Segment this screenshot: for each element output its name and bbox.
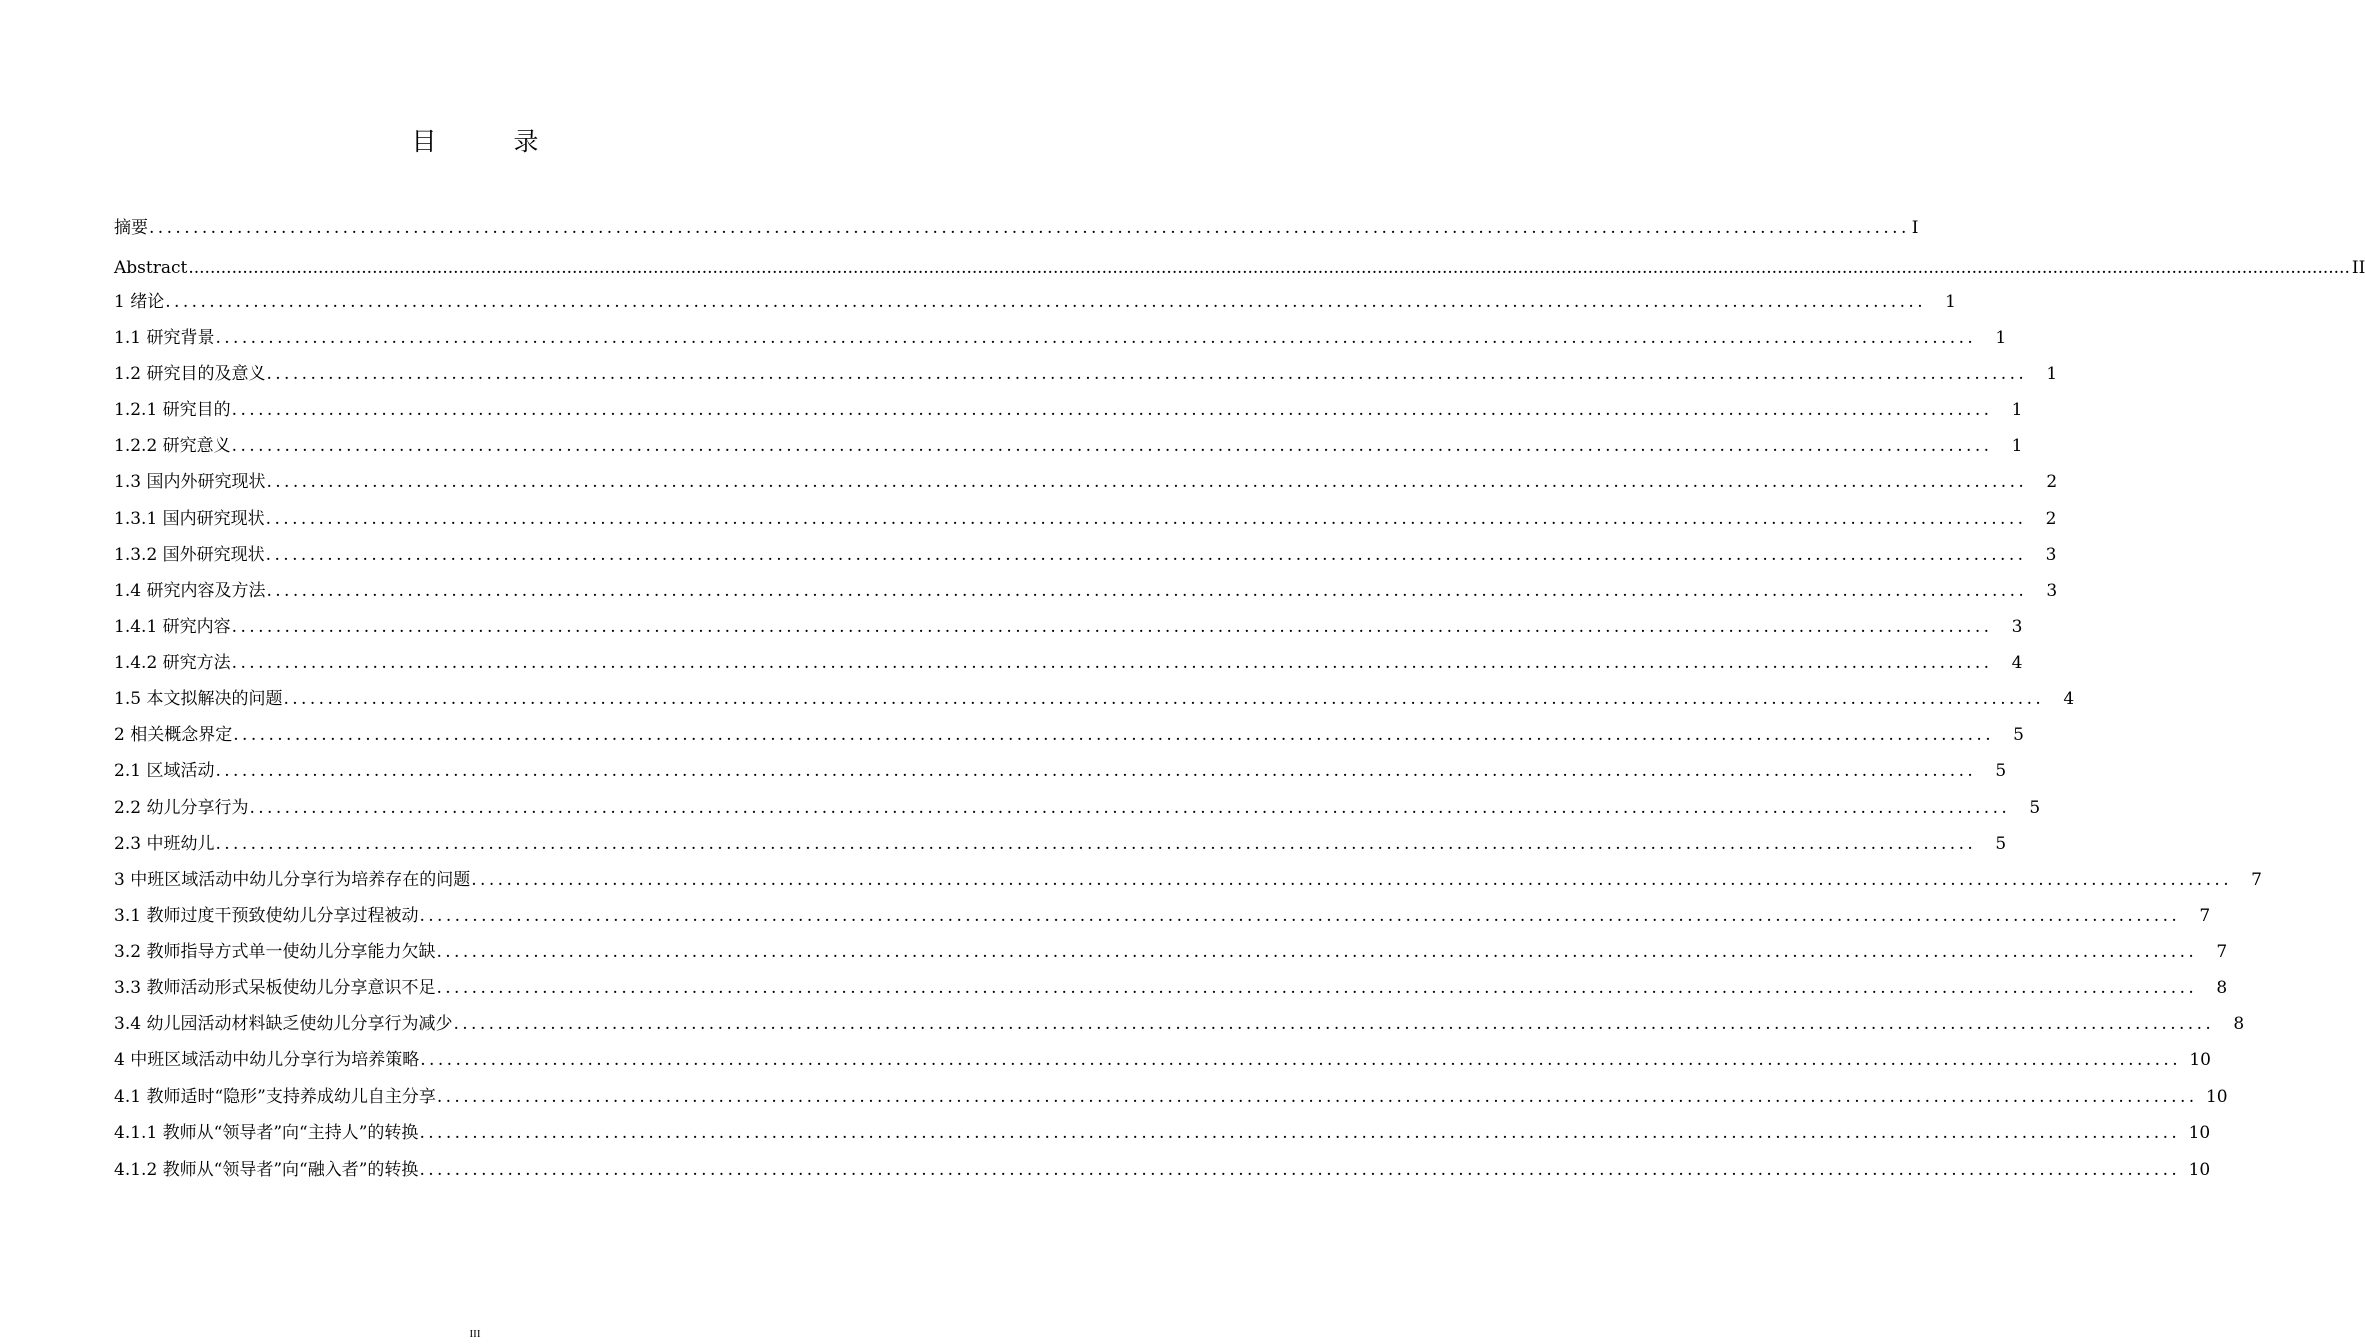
toc-entry-page-number: 1 (2011, 400, 2023, 420)
toc-entry-label: 3 中班区域活动中幼儿分享行为培养存在的问题 (114, 870, 471, 890)
toc-entry-label: 4 中班区域活动中幼儿分享行为培养策略 (114, 1050, 420, 1070)
toc-dot-leader: ........................................................................................................................................................................................................ (231, 653, 1993, 673)
toc-entry-page-number: 1 (2011, 436, 2023, 456)
toc-dot-leader: ........................................................................................................................................................................................................ (149, 218, 1910, 238)
toc-entry-label: 3.1 教师过度干预致使幼儿分享过程被动 (114, 906, 419, 926)
toc-entry-label: 1.3 国内外研究现状 (114, 472, 266, 492)
toc-entry[interactable] (114, 723, 2024, 747)
toc-entry-label: 3.4 幼儿园活动材料缺乏使幼儿分享行为减少 (114, 1014, 453, 1034)
toc-entry[interactable] (114, 904, 2211, 928)
toc-entry-label: 4.1.2 教师从“领导者”向“融入者”的转换 (114, 1160, 419, 1180)
toc-entry-page-number: 5 (1995, 834, 2007, 854)
toc-entry-label: 2.2 幼儿分享行为 (114, 798, 249, 818)
toc-entry[interactable] (114, 543, 2057, 567)
toc-dot-leader: ........................................................................................................................................................................................................ (165, 292, 1926, 312)
toc-entry-label: 1.2.2 研究意义 (114, 436, 231, 456)
toc-entry[interactable] (114, 470, 2058, 494)
toc-entry-page-number: I (1911, 218, 1919, 238)
toc-entry[interactable] (114, 976, 2228, 1000)
toc-entry[interactable] (114, 615, 2023, 639)
toc-entry[interactable] (114, 796, 2041, 820)
toc-entry-page-number: 4 (2063, 689, 2075, 709)
toc-entry-page-number: 10 (2188, 1160, 2211, 1180)
toc-dot-leader: ........................................................................................................................................................................................................ (215, 834, 1977, 854)
toc-entry-page-number: 2 (2045, 509, 2057, 529)
toc-entry[interactable] (114, 256, 2365, 280)
toc-entry[interactable] (114, 216, 1919, 240)
toc-entry-page-number: 7 (2216, 942, 2228, 962)
toc-entry-label: 2.3 中班幼儿 (114, 834, 215, 854)
toc-entry-page-number: 10 (2189, 1050, 2211, 1070)
toc-entry-label: 2 相关概念界定 (114, 725, 233, 745)
toc-entry[interactable] (114, 832, 2007, 856)
toc-entry[interactable] (114, 290, 1956, 314)
page-title: 目 录 (411, 127, 565, 156)
toc-dot-leader: ........................................................................................................................................................................................................ (436, 942, 2198, 962)
toc-dot-leader: ........................................................................................................................................................................................................ (215, 761, 1977, 781)
toc-dot-leader: ........................................................................................................................................................................................................ (231, 400, 1993, 420)
toc-entry-page-number: 1 (1995, 328, 2007, 348)
toc-entry-label: 4.1.1 教师从“领导者”向“主持人”的转换 (114, 1123, 419, 1143)
toc-entry-page-number: 8 (2233, 1014, 2245, 1034)
toc-dot-leader: ........................................................................................................................................................................................................ (419, 1160, 2181, 1180)
toc-dot-leader: ........................................................................................................................................................................................................ (231, 617, 1993, 637)
toc-entry[interactable] (114, 1085, 2228, 1109)
toc-entry-label: 1.4.2 研究方法 (114, 653, 231, 673)
toc-entry-page-number: 10 (2205, 1087, 2228, 1107)
toc-dot-leader: ........................................................................................................................................................................................................ (419, 906, 2181, 926)
toc-dot-leader: ........................................................................................................................................................................................................ (266, 364, 2028, 384)
toc-entry-label: Abstract (114, 258, 188, 278)
toc-dot-leader: ........................................................................................................................................................................................................ (265, 545, 2027, 565)
toc-dot-leader: ........................................................................................................................................................................................................ (436, 1087, 2198, 1107)
toc-entry[interactable] (114, 434, 2023, 458)
toc-dot-leader: ........................................................................................................................................................................................................ (471, 870, 2232, 890)
toc-entry-label: 1.3.1 国内研究现状 (114, 509, 265, 529)
toc-entry[interactable] (114, 326, 2007, 350)
toc-dot-leader: ........................................................................................................................................................................................................ (266, 472, 2028, 492)
toc-entry-page-number: 3 (2045, 545, 2057, 565)
toc-dot-leader: ........................................................................................................................................................................................................ (266, 581, 2028, 601)
toc-entry[interactable] (114, 759, 2007, 783)
toc-entry-page-number: 1 (2046, 364, 2058, 384)
toc-entry-label: 1.2.1 研究目的 (114, 400, 231, 420)
toc-entry-label: 2.1 区域活动 (114, 761, 215, 781)
toc-entry-page-number: 5 (2029, 798, 2041, 818)
toc-entry[interactable] (114, 579, 2058, 603)
toc-entry-label: 3.2 教师指导方式单一使幼儿分享能力欠缺 (114, 942, 436, 962)
toc-entry[interactable] (114, 868, 2262, 892)
toc-entry-label: 1 绪论 (114, 292, 165, 312)
toc-entry[interactable] (114, 1012, 2245, 1036)
toc-entry-label: 摘要 (114, 218, 148, 238)
toc-dot-leader: ........................................................................................................................................................................................................ (420, 1050, 2181, 1070)
toc-entry-label: 1.1 研究背景 (114, 328, 215, 348)
toc-entry[interactable] (114, 687, 2075, 711)
toc-dot-leader: ........................................................................................................................................................................................................ (283, 689, 2045, 709)
toc-entry[interactable] (114, 651, 2023, 675)
toc-entry-label: 1.3.2 国外研究现状 (114, 545, 265, 565)
toc-dot-leader: ................................................................................................................................................................................................................................................................................................................................................................................................................ (188, 258, 2350, 278)
toc-dot-leader: ........................................................................................................................................................................................................ (436, 978, 2198, 998)
toc-entry-page-number: 3 (2011, 617, 2023, 637)
toc-entry-page-number: 10 (2188, 1123, 2211, 1143)
toc-entry-label: 3.3 教师活动形式呆板使幼儿分享意识不足 (114, 978, 436, 998)
toc-dot-leader: ........................................................................................................................................................................................................ (249, 798, 2011, 818)
toc-entry-page-number: 5 (2013, 725, 2024, 745)
toc-entry[interactable] (114, 398, 2023, 422)
toc-dot-leader: ........................................................................................................................................................................................................ (419, 1123, 2181, 1143)
toc-entry-page-number: 1 (1945, 292, 1956, 312)
toc-entry-page-number: 4 (2011, 653, 2023, 673)
toc-entry[interactable] (114, 362, 2058, 386)
toc-entry-page-number: 2 (2046, 472, 2058, 492)
toc-entry[interactable] (114, 940, 2228, 964)
toc-entry-page-number: 7 (2251, 870, 2262, 890)
toc-entry-label: 1.2 研究目的及意义 (114, 364, 266, 384)
toc-entry-label: 4.1 教师适时“隐形”支持养成幼儿自主分享 (114, 1087, 436, 1107)
toc-entry[interactable] (114, 1158, 2211, 1182)
toc-entry-page-number: 8 (2216, 978, 2228, 998)
toc-entry-page-number: 7 (2199, 906, 2211, 926)
toc-entry-label: 1.5 本文拟解决的问题 (114, 689, 283, 709)
toc-entry-label: 1.4.1 研究内容 (114, 617, 231, 637)
toc-dot-leader: ........................................................................................................................................................................................................ (215, 328, 1977, 348)
toc-dot-leader: ........................................................................................................................................................................................................ (265, 509, 2027, 529)
toc-dot-leader: ........................................................................................................................................................................................................ (231, 436, 1993, 456)
toc-entry-page-number: 5 (1995, 761, 2007, 781)
toc-entry-label: 1.4 研究内容及方法 (114, 581, 266, 601)
toc-entry[interactable] (114, 507, 2057, 531)
page-number-footer: III (469, 1328, 481, 1340)
toc-dot-leader: ........................................................................................................................................................................................................ (233, 725, 1994, 745)
toc-entry-page-number: II (2351, 258, 2365, 278)
toc-entry[interactable] (114, 1048, 2211, 1072)
toc-entry-page-number: 3 (2046, 581, 2058, 601)
toc-entry[interactable] (114, 1121, 2211, 1145)
toc-dot-leader: ........................................................................................................................................................................................................ (453, 1014, 2215, 1034)
